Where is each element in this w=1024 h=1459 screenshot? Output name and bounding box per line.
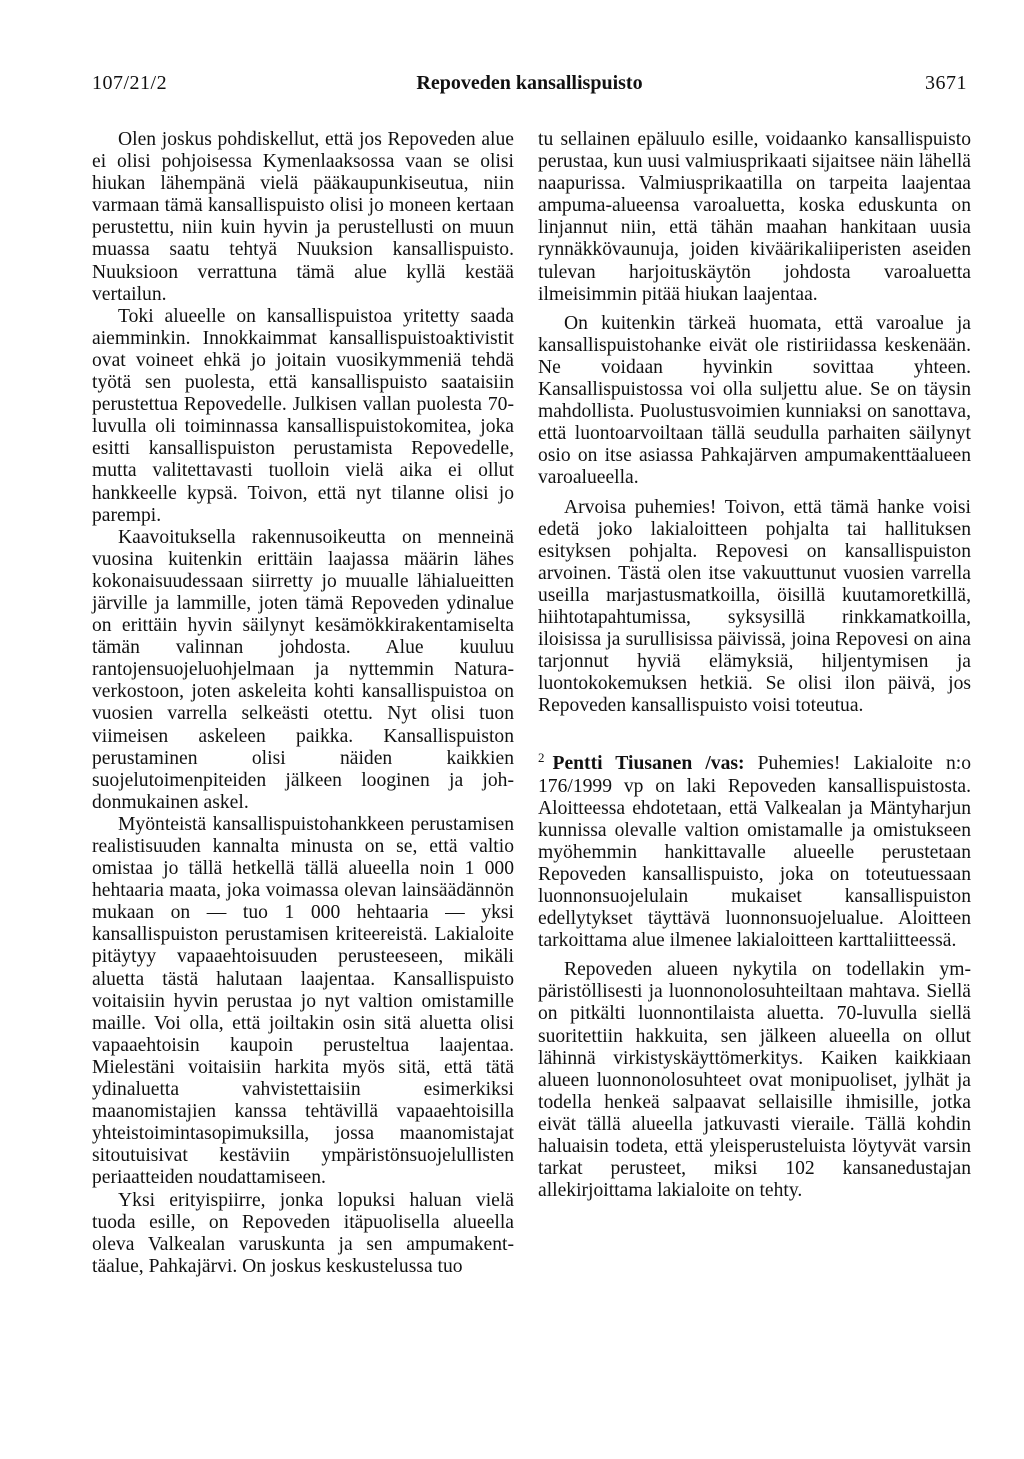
paragraph: Arvoisa puhemies! Toivon, että tämä hanke voisi edetä joko lakialoitteen pohjalta tai hallituksen esityksen pohjalta. Repovesi on kansallispuiston arvoinen. Tästä olen itse vakuuttunut vuosien varrella useilla marjastusmatkoilla, öisillä kuutamoretkillä, hiihtotapahtumissa, syksysillä rinkkamatkoilla, iloisissa ja surullisissa päivissä, joina Repovesi on aina tarjonnut hyviä elämyksiä, hiljentymisen ja luontokokemuksen hetkiä. Se olisi ilon päivä, jos Repoveden kansallispuisto voisi toteutua. [538,496,971,717]
speaker-paragraph [538,750,971,952]
page-number: 3671 [925,72,967,94]
right-column [538,129,971,1202]
paragraph: Kaavoituksella rakennusoikeutta on menneinä vuosina kuitenkin erittäin laajassa määrin lähes kokonaisuudessaan siirretty jo muualle lähialueitten järville ja lammille, joten tämä Repoveden ydinalue on erittäin hyvin säilynyt kesämökkirakentamiselta tämän valinnan johdosta. Alue kuuluu rantojensuojeluohjelmaan ja nyttemmin Natura-verkostoon, joten askeleita kohti kansallispuistoa on vuosien varrella selkeästi otettu. Nyt olisi tuon viimeisen askeleen paikka. Kansallispuiston perustaminen olisi näiden kaikkien suojelutoimenpiteiden jälkeen looginen ja johdonmukainen askel. [92,526,514,813]
paragraph: Yksi erityispiirre, jonka lopuksi haluan vielä tuoda esille, on Repoveden itäpuolisella alueella oleva Valkealan varuskunta ja sen ampumakenttäalue, Pahkajärvi. On joskus keskustelussa tuo [92,1189,514,1277]
speaker-marker: 2 [538,750,545,766]
document-reference: 107/21/2 [92,72,168,94]
paragraph: On kuitenkin tärkeä huomata, että varoalue ja kansallispuistohanke eivät ole ristiriidassa keskenään. Ne voidaan hyvinkin sovittaa yhteen. Kansallispuistossa voi olla suljettu alue. Se on täysin mahdollista. Puolustusvoimien kunniaksi on sanottava, että luontoarvoiltaan tällä seudulla parhaiten säilynyt osio on itse asiassa Pahkajärven ampumakenttäalueen varoalueella. [538,312,971,489]
running-header [92,68,967,98]
paragraph: Repoveden alueen nykytila on todellakin ympäristöllisesti ja luonnonolosuhteiltaan mahtava. Siellä on pitkälti luonnontilaista aluetta. 70-luvulla siellä suoritettiin hakkuita, sen jälkeen alueella on ollut lähinnä virkistyskäyttömerkitys. Kaiken kaikkiaan alueen luonnonolosuhteet ovat monipuoliset, jylhät ja todella henkeä salpaavat sellaisille ihmisille, jotka eivät tällä alueella jatkuvasti vieraile. Tällä kohdin haluaisin todeta, että yleisperusteluista löytyvät varsin tarkat perusteet, miksi 102 kansanedustajan allekirjoittama lakialoite on tehty. [538,959,971,1202]
left-column [92,129,514,1278]
speaker-name: Pentti Tiusanen /vas: [552,753,745,775]
paragraph: tu sellainen epäluulo esille, voidaanko kansallispuisto perustaa, kun uusi valmiusprikaati sijaitsee näin lähellä naapurissa. Valmiusprikaatilla on tarpeita laajentaa ampuma-alueensa varoaluetta, koska eduskunta on linjannut niin, että tähän maahan hankitaan uusia rynnäkkövaunuja, joiden kiväärikaliiperisten aseiden tulevan harjoituskäytön johdosta varoaluetta ilmeisimmin pitää hiukan laajentaa. [538,129,971,305]
page-title: Repoveden kansallispuisto [416,72,643,94]
paragraph: Toki alueelle on kansallispuistoa yritetty saada aiemminkin. Innokkaimmat kansallispuistoaktivistit ovat voineet ehkä jo joitain vuosikymmeniä tehdä työtä sen puolesta, että kansallispuisto saataisiin perustettua Repovedelle. Julkisen vallan puolesta 70-luvulla oli toiminnassa kansallispuistokomitea, joka esitti kansallispuiston perustamista Repovedelle, mutta valitettavasti tuolloin vielä aika ei ollut hankkeelle kypsä. Toivon, että nyt tilanne olisi jo parempi. [92,305,514,526]
paragraph: Olen joskus pohdiskellut, että jos Repoveden alue ei olisi pohjoisessa Kymenlaaksossa vaan se olisi hiukan lähempänä vielä pääkaupunkiseutua, niin varmaan tämä kansallispuisto olisi jo moneen kertaan perustettu, niin kuin hyvin ja perustellusti on muun muassa saatu tehtyä Nuuksion kansallispuisto. Nuuksioon verrattuna tämä alue kyllä kestää vertailun. [92,129,514,305]
paragraph: Myönteistä kansallispuistohankkeen perustamisen realistisuuden kannalta minusta on se, että valtio omistaa jo tällä hetkellä tällä alueella noin 1 000 hehtaaria maata, joka voimassa olevan lainsäädännön mukaan on — tuo 1 000 hehtaaria — yksi kansallispuiston perustamisen kriteereistä. Lakialoite pitäytyy vapaaehtoisuuden perusteeseen, mikäli aluetta tästä halutaan laajentaa. Kansallispuisto voitaisiin hyvin perustaa jo nyt valtion omistamille maille. Voi olla, että joiltakin osin sitä aluetta olisi vapaaehtoisin kaupoin perusteltua laajentaa. Mielestäni voitaisiin harkita myös sitä, että tätä ydinaluetta vahvistettaisiin esimerkiksi maanomistajien kanssa tehtävillä vapaaehtoisilla yhteistoimintasopimuksilla, jossa maanomistajat sitoutuisivat kestäviin ympäristönsuojelullisten periaatteiden noudattamiseen. [92,813,514,1189]
speaker-text: Puhemies! Lakialoite n:o 176/1999 vp on laki Repoveden kansallispuistosta. Aloitteessa ehdotetaan, että Valkealan ja Mäntyharjun kunnissa olevalle valtion omistamalle ja omistukseen myöhemmin hankittavalle alueelle perustetaan Repoveden kansallispuisto, joka on toteutuessaan luonnonsuojelulain mukaiset kansallispuiston edellytykset täyttävä luonnonsuojelualue. Aloitteen tarkoittama alue ilmenee lakialoitteen karttaliitteessä. [538,753,971,952]
